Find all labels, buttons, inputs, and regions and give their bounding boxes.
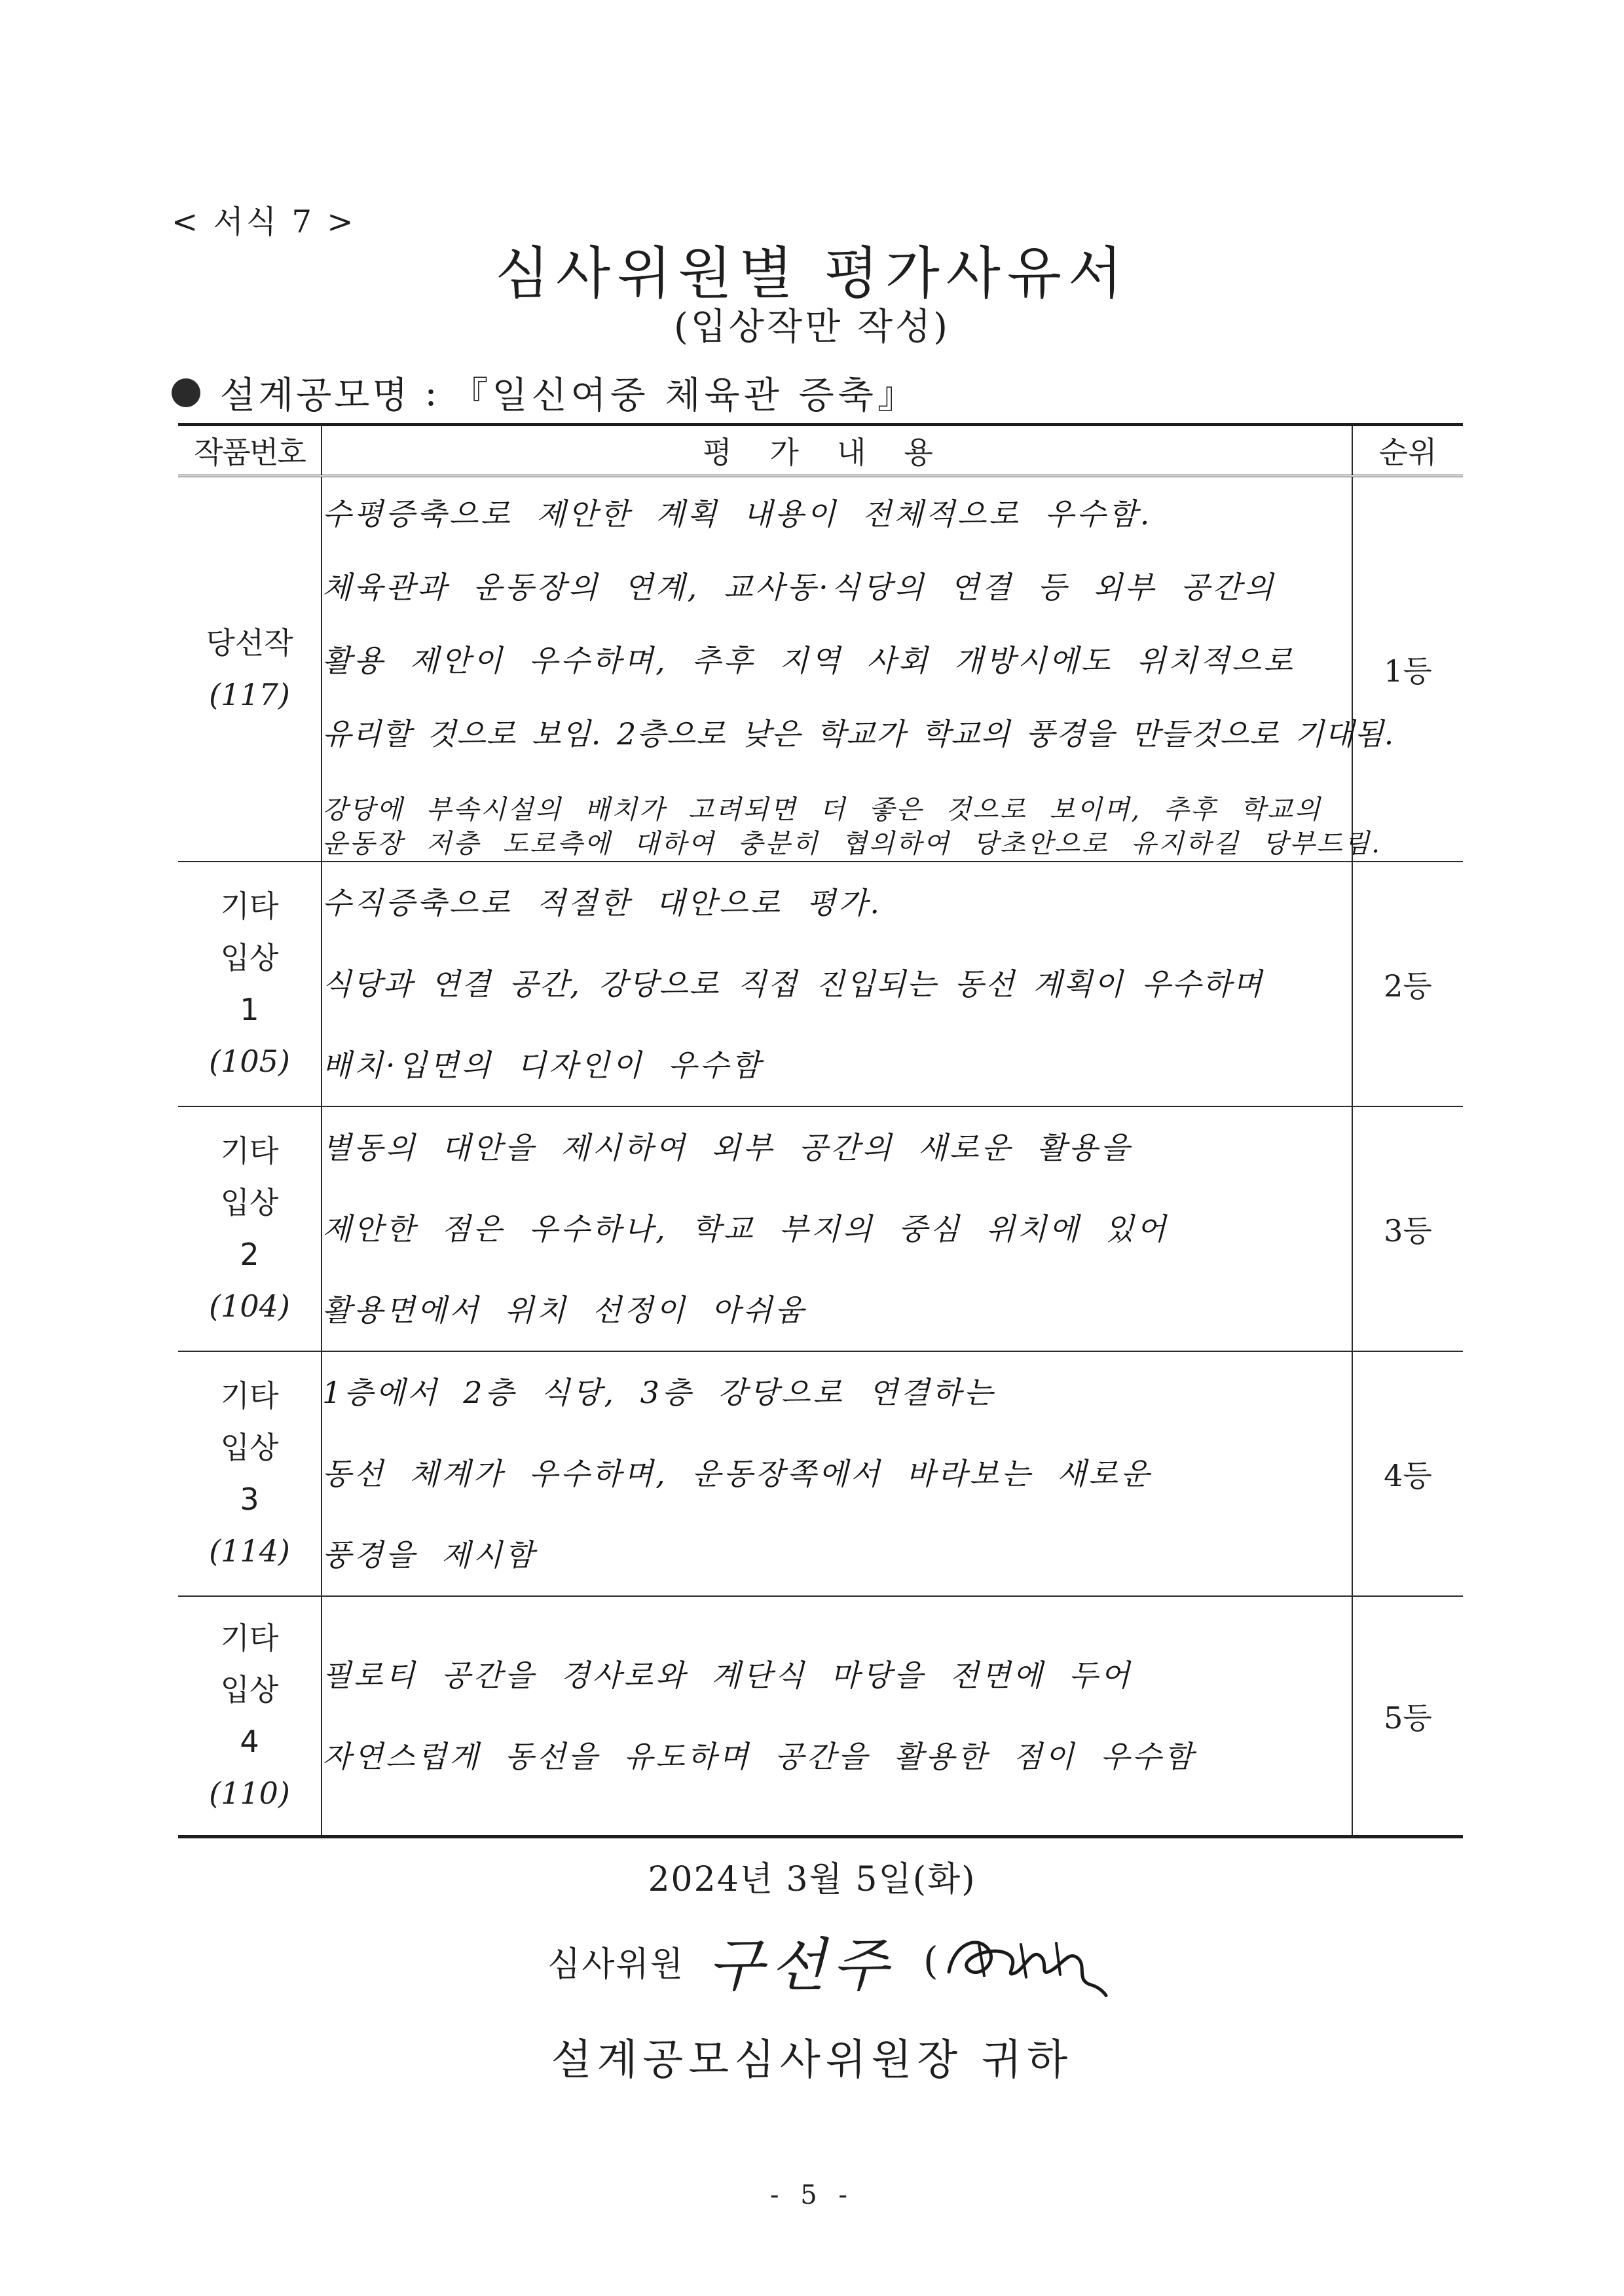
- evaluation-line: 수직증축으로 적절한 대안으로 평가.: [322, 885, 883, 920]
- evaluation-table: [178, 423, 1463, 1838]
- evaluation-cell: [322, 1351, 1352, 1596]
- signer-role: 심사위원: [547, 1944, 684, 1984]
- entry-cell: [178, 862, 322, 1106]
- evaluation-line: 제안한 점은 우수하나, 학교 부지의 중심 위치에 있어: [322, 1211, 1169, 1247]
- table-row: [178, 476, 1463, 862]
- form-number: < 서식 7 >: [172, 204, 356, 240]
- document-date: 2024년 3월 5일(화): [648, 1860, 976, 1899]
- evaluation-line: 1층에서 2층 식당, 3층 강당으로 연결하는: [322, 1375, 996, 1410]
- evaluation-cell: [322, 1596, 1352, 1837]
- evaluation-line: 강당에 부속시설의 배치가 고려되면 더 좋은 것으로 보이며, 추후 학교의: [322, 795, 1322, 825]
- signature-line: [547, 1920, 1111, 2002]
- document-title: 심사위원별 평가사유서: [494, 241, 1130, 306]
- evaluation-line: 활용면에서 위치 선정이 아쉬움: [322, 1292, 807, 1328]
- contest-name: 『일신여중 체육관 증축』: [451, 374, 918, 417]
- evaluation-line: 유리할 것으로 보임. 2층으로 낮은 학교가 학교의 풍경을 만들것으로 기대됨.: [322, 716, 1395, 752]
- entry-cell: [178, 1596, 322, 1837]
- rank-cell: 1등: [1352, 476, 1463, 862]
- evaluation-line: 체육관과 운동장의 연계, 교사동·식당의 연결 등 외부 공간의: [322, 570, 1276, 605]
- entry-category: 기타 입상3: [220, 1377, 279, 1517]
- contest-name-line: [172, 367, 918, 419]
- addressee: 설계공모심사위원장 귀하: [551, 2036, 1073, 2085]
- evaluation-line: 활용 제안이 우수하며, 추후 지역 사회 개방시에도 위치적으로: [322, 643, 1295, 678]
- evaluation-line: 필로티 공간을 경사로와 계단식 마당을 전면에 두어: [322, 1658, 1132, 1693]
- entry-cell: [178, 476, 322, 862]
- header-evaluation-content: 평가내용: [322, 425, 1352, 477]
- header-entry-number: 작품번호: [178, 425, 322, 477]
- contest-separator: :: [424, 371, 437, 414]
- evaluation-cell: [322, 862, 1352, 1106]
- signature-mark: [923, 1925, 1111, 1997]
- entry-number: (114): [209, 1533, 290, 1569]
- evaluation-line: 운동장 저층 도로측에 대하여 충분히 협의하여 당초안으로 유지하길 당부드림.: [322, 829, 1382, 859]
- signer-name: 구선주: [707, 1931, 895, 1999]
- header-rank: 순위: [1352, 425, 1463, 477]
- table-row: [178, 1106, 1463, 1351]
- entry-number: (104): [209, 1288, 290, 1324]
- evaluation-line: 식당과 연결 공간, 강당으로 직접 진입되는 동선 계획이 우수하며: [322, 966, 1263, 1002]
- entry-category: 당선작: [206, 625, 293, 661]
- entry-number: (110): [209, 1776, 290, 1812]
- table-row: [178, 1596, 1463, 1837]
- entry-cell: [178, 1106, 322, 1351]
- evaluation-cell: [322, 1106, 1352, 1351]
- evaluation-line: 풍경을 제시함: [322, 1537, 537, 1573]
- contest-label: 설계공모명: [220, 374, 411, 417]
- evaluation-line: 수평증축으로 제안한 계획 내용이 전체적으로 우수함.: [322, 496, 1153, 532]
- table-header-row: [178, 425, 1463, 477]
- evaluation-cell: [322, 476, 1395, 862]
- entry-category: 기타 입상1: [220, 888, 279, 1027]
- rank-cell: 4등: [1352, 1351, 1463, 1596]
- entry-category: 기타 입상4: [220, 1620, 279, 1759]
- document-subtitle: (입상작만 작성): [673, 306, 951, 348]
- handwritten-signature-icon: [941, 1925, 1111, 1997]
- evaluation-line: 별동의 대안을 제시하여 외부 공간의 새로운 활용을: [322, 1130, 1132, 1165]
- page-number: - 5 -: [770, 2180, 854, 2210]
- entry-category: 기타 입상2: [220, 1133, 279, 1272]
- entry-number: (117): [209, 677, 290, 712]
- rank-cell: 3등: [1352, 1106, 1463, 1351]
- evaluation-line: 자연스럽게 동선을 유도하며 공간을 활용한 점이 우수함: [322, 1739, 1196, 1774]
- table-row: [178, 1351, 1463, 1596]
- rank-cell: 5등: [1352, 1596, 1463, 1837]
- bullet-icon: [172, 378, 200, 407]
- table-row: [178, 862, 1463, 1106]
- evaluation-line: 동선 체계가 우수하며, 운동장쪽에서 바라보는 새로운: [322, 1456, 1153, 1491]
- rank-cell: 2등: [1352, 862, 1463, 1106]
- entry-number: (105): [209, 1044, 290, 1080]
- evaluation-line: 배치·입면의 디자인이 우수함: [322, 1048, 764, 1083]
- entry-cell: [178, 1351, 322, 1596]
- signature-paren: (: [923, 1939, 938, 1983]
